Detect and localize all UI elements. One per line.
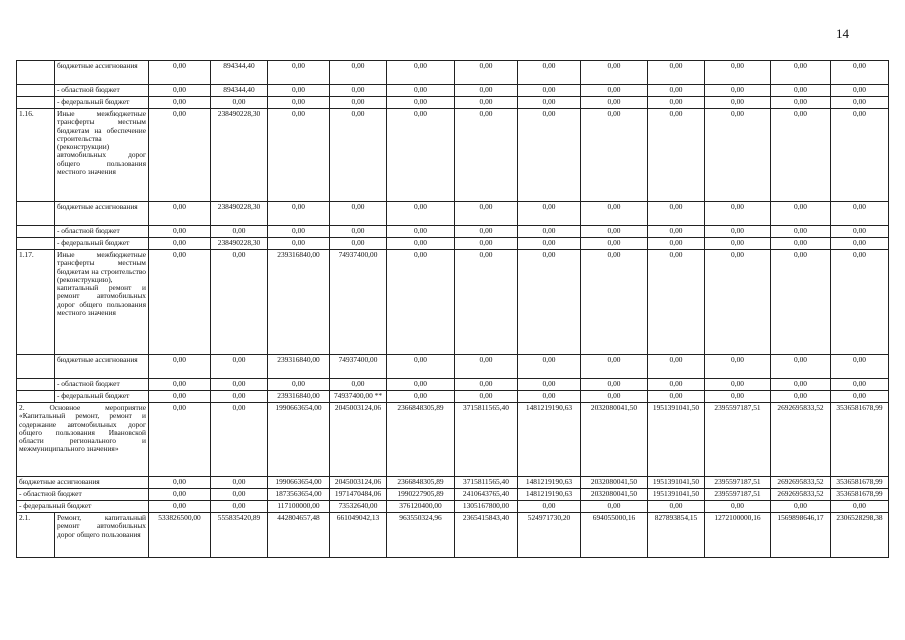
- value-cell: 0,00: [149, 226, 211, 238]
- value-cell: 0,00: [387, 250, 455, 355]
- value-cell: 0,00: [268, 202, 330, 226]
- value-cell: 661049042,13: [330, 513, 387, 558]
- value-cell: 0,00: [771, 226, 831, 238]
- value-cell: 74937400,00 **: [330, 391, 387, 403]
- value-cell: 1481219190,63: [518, 477, 581, 489]
- table-row: [17, 403, 889, 477]
- value-cell: 0,00: [211, 391, 268, 403]
- value-cell: 0,00: [455, 61, 518, 85]
- value-cell: 0,00: [518, 501, 581, 513]
- row-code: 1.17.: [17, 250, 55, 355]
- value-cell: 0,00: [149, 85, 211, 97]
- value-cell: 0,00: [149, 61, 211, 85]
- value-cell: 239316840,00: [268, 355, 330, 379]
- value-cell: 1481219190,63: [518, 489, 581, 501]
- value-cell: 2045003124,06: [330, 477, 387, 489]
- value-cell: 0,00: [831, 501, 889, 513]
- value-cell: 0,00: [831, 238, 889, 250]
- value-cell: 3536581678,99: [831, 403, 889, 477]
- value-cell: 0,00: [831, 355, 889, 379]
- table-row: [17, 250, 889, 355]
- value-cell: 0,00: [648, 109, 705, 202]
- value-cell: 0,00: [330, 85, 387, 97]
- row-label: - областной бюджет: [55, 379, 149, 391]
- value-cell: 0,00: [771, 391, 831, 403]
- row-label: - федеральный бюджет: [17, 501, 149, 513]
- table-row: [17, 489, 889, 501]
- value-cell: 3715811565,40: [455, 477, 518, 489]
- value-cell: 0,00: [387, 238, 455, 250]
- row-label: бюджетные ассигнования: [55, 202, 149, 226]
- value-cell: 0,00: [211, 97, 268, 109]
- value-cell: 442804657,48: [268, 513, 330, 558]
- value-cell: 0,00: [705, 501, 771, 513]
- row-label: - федеральный бюджет: [55, 238, 149, 250]
- value-cell: 1990663654,00: [268, 477, 330, 489]
- value-cell: 0,00: [330, 238, 387, 250]
- value-cell: 0,00: [149, 489, 211, 501]
- row-label: 2. Основное мероприятие «Капитальный ремонт, ремонт и содержание автомобильных дорог общего пользования Ивановской области регионального и межмуниципального значения»: [17, 403, 149, 477]
- value-cell: 2365415843,40: [455, 513, 518, 558]
- value-cell: 0,00: [831, 109, 889, 202]
- value-cell: 0,00: [518, 226, 581, 238]
- value-cell: 0,00: [705, 202, 771, 226]
- value-cell: 0,00: [330, 97, 387, 109]
- value-cell: 1971470484,06: [330, 489, 387, 501]
- value-cell: 0,00: [581, 109, 648, 202]
- value-cell: 0,00: [705, 61, 771, 85]
- row-code: [17, 202, 55, 226]
- value-cell: 0,00: [268, 226, 330, 238]
- table-row: [17, 97, 889, 109]
- value-cell: 0,00: [387, 391, 455, 403]
- value-cell: 0,00: [831, 250, 889, 355]
- value-cell: 0,00: [387, 226, 455, 238]
- value-cell: 1873563654,00: [268, 489, 330, 501]
- value-cell: 0,00: [211, 250, 268, 355]
- value-cell: 0,00: [455, 355, 518, 379]
- value-cell: 0,00: [149, 97, 211, 109]
- row-code: [17, 238, 55, 250]
- value-cell: 0,00: [518, 97, 581, 109]
- value-cell: 0,00: [518, 238, 581, 250]
- value-cell: 0,00: [581, 250, 648, 355]
- value-cell: 0,00: [211, 355, 268, 379]
- value-cell: 0,00: [648, 379, 705, 391]
- value-cell: 0,00: [831, 61, 889, 85]
- value-cell: 0,00: [581, 97, 648, 109]
- value-cell: 2410643765,40: [455, 489, 518, 501]
- value-cell: 0,00: [149, 477, 211, 489]
- value-cell: 0,00: [387, 97, 455, 109]
- table-row: [17, 109, 889, 202]
- value-cell: 0,00: [771, 61, 831, 85]
- table-row: [17, 355, 889, 379]
- table-row: [17, 477, 889, 489]
- value-cell: 0,00: [387, 85, 455, 97]
- row-code: [17, 379, 55, 391]
- value-cell: 0,00: [581, 391, 648, 403]
- value-cell: 1990663654,00: [268, 403, 330, 477]
- value-cell: 0,00: [149, 391, 211, 403]
- value-cell: 3715811565,40: [455, 403, 518, 477]
- row-label: бюджетные ассигнования: [55, 61, 149, 85]
- value-cell: 0,00: [648, 97, 705, 109]
- value-cell: 238490228,30: [211, 202, 268, 226]
- value-cell: 0,00: [771, 109, 831, 202]
- value-cell: 0,00: [330, 109, 387, 202]
- value-cell: 0,00: [705, 250, 771, 355]
- value-cell: 117100000,00: [268, 501, 330, 513]
- row-code: [17, 85, 55, 97]
- value-cell: 1990227905,89: [387, 489, 455, 501]
- value-cell: 0,00: [455, 250, 518, 355]
- value-cell: 2032080041,50: [581, 403, 648, 477]
- value-cell: 74937400,00: [330, 355, 387, 379]
- value-cell: 0,00: [387, 379, 455, 391]
- row-code: 1.16.: [17, 109, 55, 202]
- value-cell: 0,00: [268, 61, 330, 85]
- value-cell: 2395597187,51: [705, 477, 771, 489]
- value-cell: 0,00: [648, 238, 705, 250]
- value-cell: 0,00: [705, 97, 771, 109]
- table-row: [17, 238, 889, 250]
- value-cell: 0,00: [581, 501, 648, 513]
- value-cell: 2366848305,89: [387, 403, 455, 477]
- value-cell: 0,00: [387, 109, 455, 202]
- value-cell: 0,00: [387, 355, 455, 379]
- value-cell: 376120400,00: [387, 501, 455, 513]
- value-cell: 0,00: [581, 238, 648, 250]
- value-cell: 0,00: [211, 403, 268, 477]
- value-cell: 0,00: [581, 379, 648, 391]
- value-cell: 0,00: [455, 85, 518, 97]
- value-cell: 0,00: [648, 61, 705, 85]
- value-cell: 0,00: [268, 97, 330, 109]
- value-cell: 0,00: [648, 226, 705, 238]
- row-label: Иные межбюджетные трансферты местным бюджетам на обеспечение строительства (реконструкции) автомобильных дорог общего пользования местного значения: [55, 109, 149, 202]
- value-cell: 0,00: [648, 355, 705, 379]
- value-cell: 0,00: [771, 501, 831, 513]
- value-cell: 0,00: [149, 238, 211, 250]
- value-cell: 0,00: [455, 238, 518, 250]
- value-cell: 2692695833,52: [771, 477, 831, 489]
- value-cell: 0,00: [149, 355, 211, 379]
- value-cell: 0,00: [831, 97, 889, 109]
- value-cell: 0,00: [705, 355, 771, 379]
- value-cell: 0,00: [330, 379, 387, 391]
- value-cell: 963550324,96: [387, 513, 455, 558]
- value-cell: 2366848305,89: [387, 477, 455, 489]
- value-cell: 0,00: [330, 226, 387, 238]
- row-label: - федеральный бюджет: [55, 391, 149, 403]
- value-cell: 1481219190,63: [518, 403, 581, 477]
- value-cell: 0,00: [831, 226, 889, 238]
- row-label: - областной бюджет: [55, 85, 149, 97]
- value-cell: 0,00: [455, 109, 518, 202]
- value-cell: 0,00: [648, 202, 705, 226]
- value-cell: 0,00: [518, 109, 581, 202]
- value-cell: 894344,40: [211, 85, 268, 97]
- value-cell: 0,00: [648, 501, 705, 513]
- value-cell: 0,00: [518, 379, 581, 391]
- value-cell: 0,00: [831, 202, 889, 226]
- value-cell: 0,00: [705, 379, 771, 391]
- value-cell: 0,00: [705, 238, 771, 250]
- table-row: [17, 202, 889, 226]
- value-cell: 0,00: [705, 226, 771, 238]
- value-cell: 0,00: [648, 391, 705, 403]
- row-code: 2.1.: [17, 513, 55, 558]
- value-cell: 2306528298,38: [831, 513, 889, 558]
- row-code: [17, 61, 55, 85]
- value-cell: 0,00: [149, 501, 211, 513]
- value-cell: 0,00: [211, 226, 268, 238]
- value-cell: 0,00: [149, 109, 211, 202]
- value-cell: 0,00: [518, 355, 581, 379]
- value-cell: 1569898646,17: [771, 513, 831, 558]
- value-cell: 3536581678,99: [831, 477, 889, 489]
- value-cell: 0,00: [149, 403, 211, 477]
- value-cell: 0,00: [268, 85, 330, 97]
- table-row: [17, 379, 889, 391]
- value-cell: 0,00: [771, 238, 831, 250]
- value-cell: 0,00: [455, 97, 518, 109]
- value-cell: 0,00: [211, 477, 268, 489]
- row-label: - областной бюджет: [17, 489, 149, 501]
- value-cell: 0,00: [771, 250, 831, 355]
- table-row: [17, 391, 889, 403]
- value-cell: 1951391041,50: [648, 403, 705, 477]
- value-cell: 0,00: [211, 501, 268, 513]
- value-cell: 694055000,16: [581, 513, 648, 558]
- value-cell: 0,00: [771, 379, 831, 391]
- value-cell: 0,00: [455, 391, 518, 403]
- value-cell: 0,00: [387, 202, 455, 226]
- value-cell: 2692695833,52: [771, 489, 831, 501]
- value-cell: 0,00: [518, 391, 581, 403]
- row-code: [17, 355, 55, 379]
- value-cell: 0,00: [705, 109, 771, 202]
- value-cell: 1305167800,00: [455, 501, 518, 513]
- value-cell: 2692695833,52: [771, 403, 831, 477]
- value-cell: 524971730,20: [518, 513, 581, 558]
- value-cell: 0,00: [581, 355, 648, 379]
- value-cell: 0,00: [518, 202, 581, 226]
- value-cell: 0,00: [648, 250, 705, 355]
- value-cell: 0,00: [771, 202, 831, 226]
- value-cell: 0,00: [581, 202, 648, 226]
- value-cell: 0,00: [149, 202, 211, 226]
- value-cell: 0,00: [455, 226, 518, 238]
- row-label: - федеральный бюджет: [55, 97, 149, 109]
- value-cell: 0,00: [771, 85, 831, 97]
- value-cell: 0,00: [455, 202, 518, 226]
- page-number: 14: [836, 26, 849, 41]
- table-row: [17, 513, 889, 558]
- row-code: [17, 97, 55, 109]
- value-cell: 238490228,30: [211, 109, 268, 202]
- budget-table: [16, 60, 889, 558]
- table-row: [17, 501, 889, 513]
- value-cell: 0,00: [330, 61, 387, 85]
- value-cell: 827893854,15: [648, 513, 705, 558]
- value-cell: 0,00: [211, 489, 268, 501]
- row-label: Ремонт, капитальный ремонт автомобильных дорог общего пользования: [55, 513, 149, 558]
- value-cell: 0,00: [518, 85, 581, 97]
- value-cell: 0,00: [268, 379, 330, 391]
- row-label: - областной бюджет: [55, 226, 149, 238]
- value-cell: 0,00: [831, 85, 889, 97]
- value-cell: 2395597187,51: [705, 489, 771, 501]
- value-cell: 73532640,00: [330, 501, 387, 513]
- value-cell: 3536581678,99: [831, 489, 889, 501]
- value-cell: 2032080041,50: [581, 489, 648, 501]
- value-cell: 0,00: [648, 85, 705, 97]
- value-cell: 239316840,00: [268, 391, 330, 403]
- value-cell: 0,00: [705, 391, 771, 403]
- row-label: бюджетные ассигнования: [17, 477, 149, 489]
- value-cell: 2395597187,51: [705, 403, 771, 477]
- value-cell: 0,00: [831, 391, 889, 403]
- row-code: [17, 391, 55, 403]
- value-cell: 74937400,00: [330, 250, 387, 355]
- value-cell: 238490228,30: [211, 238, 268, 250]
- value-cell: 0,00: [149, 250, 211, 355]
- value-cell: 533826500,00: [149, 513, 211, 558]
- value-cell: 0,00: [771, 355, 831, 379]
- value-cell: 0,00: [581, 85, 648, 97]
- table-row: [17, 226, 889, 238]
- value-cell: 0,00: [211, 379, 268, 391]
- value-cell: 2032080041,50: [581, 477, 648, 489]
- row-code: [17, 226, 55, 238]
- value-cell: 0,00: [455, 379, 518, 391]
- row-label: бюджетные ассигнования: [55, 355, 149, 379]
- value-cell: 0,00: [268, 109, 330, 202]
- value-cell: 0,00: [581, 61, 648, 85]
- value-cell: 0,00: [268, 238, 330, 250]
- table-row: [17, 61, 889, 85]
- value-cell: 0,00: [831, 379, 889, 391]
- value-cell: 555835420,89: [211, 513, 268, 558]
- value-cell: 0,00: [518, 250, 581, 355]
- value-cell: 0,00: [330, 202, 387, 226]
- value-cell: 0,00: [387, 61, 455, 85]
- value-cell: 0,00: [518, 61, 581, 85]
- value-cell: 894344,40: [211, 61, 268, 85]
- row-label: Иные межбюджетные трансферты местным бюджетам на строительство (реконструкцию), капитальный ремонт и ремонт автомобильных дорог общего пользования местного значения: [55, 250, 149, 355]
- value-cell: 0,00: [771, 97, 831, 109]
- value-cell: 2045003124,06: [330, 403, 387, 477]
- value-cell: 239316840,00: [268, 250, 330, 355]
- value-cell: 1951391041,50: [648, 489, 705, 501]
- value-cell: 0,00: [705, 85, 771, 97]
- value-cell: 0,00: [149, 379, 211, 391]
- value-cell: 1951391041,50: [648, 477, 705, 489]
- table-row: [17, 85, 889, 97]
- value-cell: 0,00: [581, 226, 648, 238]
- value-cell: 1272100000,16: [705, 513, 771, 558]
